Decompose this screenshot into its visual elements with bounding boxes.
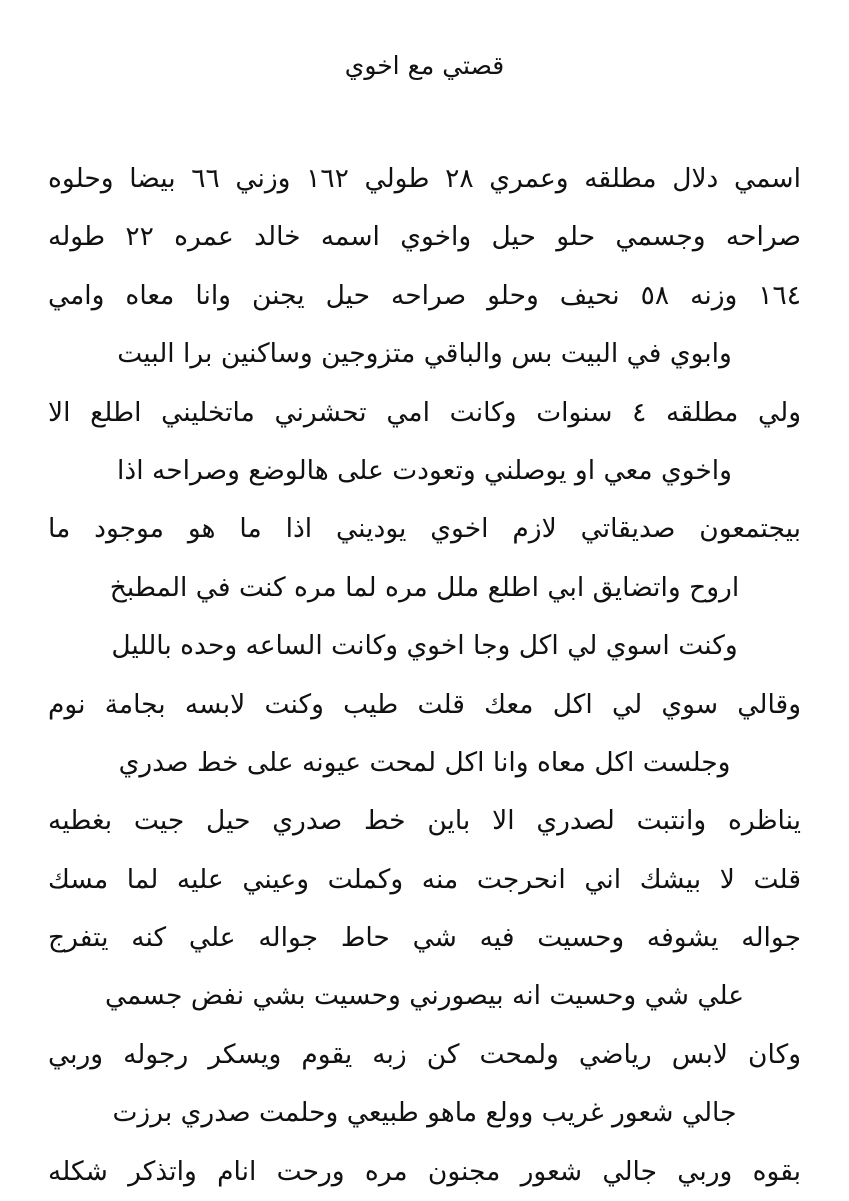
story-line: وجلست اكل معاه وانا اكل لمحت عيونه على خط صدري [118,746,731,778]
story-line: يناظره وانتبت لصدري الا باين خط صدري حيل جيت بغطيه [48,805,801,837]
story-line: قلت لا بيشك اني انحرجت منه وكملت وعيني عليه لما مسك [48,863,801,895]
story-line: جالي شعور غريب وولع ماهو طبيعي وحلمت صدري برزت [112,1097,737,1129]
story-line: علي شي وحسيت انه بيصورني وحسيت بشي نفض جسمي [104,980,745,1012]
story-line: وكنت اسوي لي اكل وجا اخوي وكانت الساعه وحده بالليل [111,630,738,662]
story-line: بقوه وربي جالي شعور مجنون مره ورحت انام واتذكر شكله [48,1155,801,1187]
story-line: اسمي دلال مطلقه وعمري ٢٨ طولي ١٦٢ وزني ٦٦ بيضا وحلوه [48,163,801,194]
story-line: بيجتمعون صديقاتي لازم اخوي يوديني اذا ما هو موجود ما [48,513,801,545]
story-line: واخوي معي او يوصلني وتعودت على هالوضع وصراحه اذا [117,454,732,486]
story-line: وكان لابس رياضي ولمحت كن زبه يقوم ويسكر رجوله وربي [48,1038,801,1070]
story-line: صراحه وجسمي حلو حيل واخوي اسمه خالد عمره ٢٢ طوله [48,221,801,253]
story-line: وابوي في البيت بس والباقي متزوجين وساكنين برا البيت [117,338,732,370]
story-line: وقالي سوي لي اكل معك قلت طيب وكنت لابسه بجامة نوم [48,688,801,720]
story-line: جواله يشوفه وحسيت فيه شي حاط جواله علي كنه يتفرج [48,922,801,954]
story-title: قصتي مع اخوي [344,51,505,80]
story-line: اروح واتضايق ابي اطلع ملل مره لما مره كنت في المطبخ [109,571,740,603]
story-line: ١٦٤ وزنه ٥٨ نحيف وحلو صراحه حيل يجنن وانا معاه وامي [48,279,801,311]
story-body [48,150,801,1201]
story-line: ولي مطلقه ٤ سنوات وكانت امي تحشرني ماتخليني اطلع الا [48,396,802,428]
